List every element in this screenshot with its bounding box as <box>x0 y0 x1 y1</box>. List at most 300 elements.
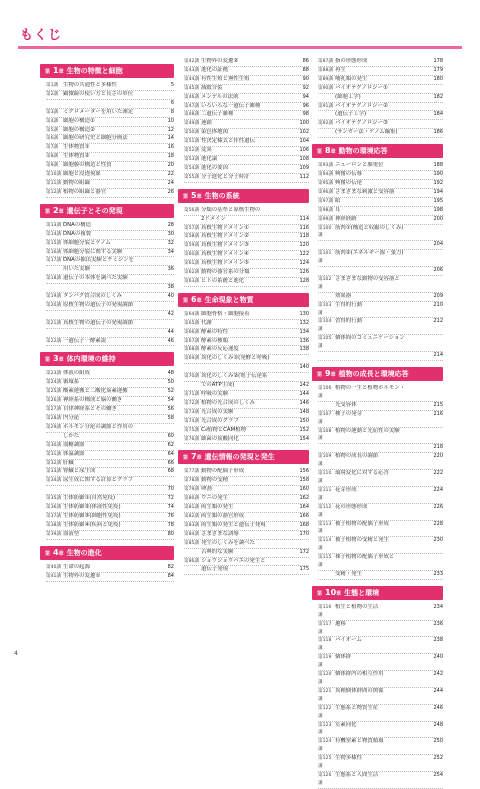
page-ref: 24 <box>167 179 174 186</box>
lesson-title: 真核生物ドメイン③ <box>201 242 249 249</box>
toc-entry <box>46 249 174 258</box>
page-ref: 192 <box>433 179 443 186</box>
lesson-title: 生得的行動 <box>335 301 362 308</box>
toc-entry <box>184 436 309 445</box>
page-ref: 160 <box>299 486 309 493</box>
lesson-title: 進化の証拠 <box>201 66 228 73</box>
toc-entry <box>184 409 309 418</box>
toc-entry <box>46 379 174 388</box>
chapter-heading <box>40 352 174 366</box>
toc-entry <box>46 513 174 522</box>
toc-entry <box>184 522 309 531</box>
page-ref: 210 <box>433 301 443 308</box>
lesson-number: 第9講 <box>46 163 59 169</box>
page-ref: 120 <box>299 242 309 249</box>
toc-entry <box>318 76 443 85</box>
page-ref: 72 <box>167 495 174 502</box>
page-ref: 164 <box>299 504 309 511</box>
lesson-title: DNAの複製 <box>63 230 92 237</box>
lesson-number: 第92講 <box>318 121 334 127</box>
page-ref: 206 <box>433 267 443 274</box>
lesson-number: 第31講 <box>46 451 62 457</box>
toc-entry <box>318 103 443 112</box>
chapter-suffix: 章 <box>58 357 64 364</box>
page-ref: 238 <box>433 637 443 644</box>
lesson-title: ウニの発生 <box>201 495 228 502</box>
page-ref: 98 <box>302 111 309 118</box>
lesson-title: 再生 <box>335 66 346 73</box>
page-ref: 150 <box>299 417 309 424</box>
lesson-number: 第68講 <box>184 347 200 353</box>
lesson-title: さまざまな動物の受容器と <box>335 275 400 282</box>
lesson-title: 生物の共通性と多様性 <box>63 82 117 88</box>
toc-entry <box>184 111 309 120</box>
toc-entry <box>318 453 443 470</box>
toc-entry <box>46 257 174 266</box>
lesson-title: 酵素の反応速度 <box>201 346 239 353</box>
lesson-title: 血糖調節 <box>63 441 85 448</box>
toc-entry <box>46 531 174 540</box>
lesson-number: 第58講 <box>184 234 200 240</box>
lesson-number: 第119講 <box>318 655 332 669</box>
page-ref: 144 <box>299 391 309 397</box>
lesson-title: 体細胞分裂とゲノム <box>63 239 111 246</box>
lesson-number: 第107講 <box>318 411 332 425</box>
lesson-number: 第11講 <box>46 180 62 186</box>
chapter-title: 植物の成長と環境応答 <box>338 370 409 378</box>
toc-entry <box>46 415 174 424</box>
page-ref: 204 <box>433 241 443 248</box>
chapter-prefix: 第 <box>317 590 323 597</box>
toc-entry <box>318 129 443 138</box>
lesson-number: 第1講 <box>46 83 59 88</box>
toc-entry <box>46 284 174 293</box>
toc-entry <box>184 329 309 338</box>
toc-entry <box>318 738 443 755</box>
toc-entry <box>318 198 443 207</box>
lesson-number: 第8講 <box>46 154 59 160</box>
page-ref: 108 <box>299 155 309 162</box>
lesson-number: 第120講 <box>318 672 332 685</box>
toc-entry <box>318 428 443 445</box>
toc-entry <box>46 320 174 329</box>
lesson-number: 第115講 <box>318 555 332 569</box>
toc-entry <box>318 755 443 772</box>
toc-entry <box>184 85 309 94</box>
lesson-number: 第49講 <box>184 121 200 127</box>
page-ref: 80 <box>167 530 174 537</box>
lesson-title: でのATP生成) <box>201 382 235 389</box>
lesson-number: 第103講 <box>318 302 332 316</box>
toc-entry <box>184 278 309 287</box>
lesson-title: 植物の組織と器官 <box>63 188 107 195</box>
page-ref: 78 <box>167 521 174 528</box>
toc-entry <box>184 400 309 409</box>
toc-entry <box>318 58 443 67</box>
toc-entry <box>318 180 443 189</box>
toc-entry <box>184 355 309 364</box>
toc-entry <box>318 216 443 225</box>
lesson-number: 第36講 <box>46 505 62 511</box>
toc-entry <box>318 250 443 267</box>
lesson-number: 第38講 <box>46 522 62 528</box>
toc-entry <box>318 654 443 671</box>
page-ref: 128 <box>299 277 309 284</box>
lesson-title: 異化のしくみ②(電子伝達系 <box>201 373 268 380</box>
lesson-title: DNAの抽出実験とチミジンを <box>63 257 135 264</box>
lesson-number: 第12講 <box>46 189 62 195</box>
lesson-title: 動物の受精 <box>201 477 228 484</box>
lesson-title: しかた <box>63 432 80 439</box>
page-ref: 22 <box>167 171 174 178</box>
lesson-number: 第48講 <box>184 112 200 118</box>
lesson-title: 代謝 <box>201 319 212 326</box>
chapter-suffix: 章 <box>196 297 202 304</box>
lesson-number: 第99講 <box>318 216 334 222</box>
page-ref: 240 <box>433 654 443 661</box>
page-ref: 220 <box>433 453 443 460</box>
toc-entry <box>46 564 174 573</box>
lesson-title: 細胞骨格・細胞接着 <box>201 310 250 317</box>
lesson-title: 植物の運動と光屈性の実験 <box>335 427 400 434</box>
toc-entry <box>318 411 443 428</box>
page-ref: 158 <box>299 477 309 484</box>
page-ref: 106 <box>299 147 309 154</box>
chapter-number: 1 <box>53 66 59 75</box>
lesson-title: 生体防御③(細胞性免疫) <box>63 512 121 519</box>
lesson-number: 第47講 <box>184 103 200 109</box>
page-ref: 74 <box>167 504 174 511</box>
lesson-title: 生体防御④(疾病と免疫) <box>63 521 121 528</box>
chapter-title: 生物の特徴と細胞 <box>66 67 123 75</box>
lesson-title: 酵素の特性 <box>201 328 228 335</box>
lesson-title: 生物界の変遷② <box>201 58 239 64</box>
toc-entry <box>184 391 309 400</box>
chapter-heading <box>178 293 309 307</box>
chapter-number: 5 <box>191 190 197 200</box>
chapter-title: 生物の進化 <box>66 548 102 557</box>
toc-entry <box>46 171 174 180</box>
toc-entry <box>46 180 174 189</box>
page-ref: 62 <box>167 441 174 448</box>
lesson-title: ヒトの系統と進化 <box>201 277 245 284</box>
lesson-title: 体細胞分裂に関する実験 <box>63 248 123 255</box>
toc-entry <box>184 58 309 67</box>
lesson-title: 遺伝子の本体を調べた実験 <box>63 275 128 282</box>
lesson-title: 有機窒素と物質循環 <box>335 738 384 745</box>
lesson-title: 二遺伝子雑種 <box>201 111 234 118</box>
toc-entry <box>46 118 174 127</box>
page-ref: 175 <box>299 566 309 573</box>
toc-entry <box>46 329 174 338</box>
toc-entry <box>318 688 443 705</box>
toc-entry <box>318 722 443 739</box>
toc-entry <box>318 85 443 94</box>
lesson-title: さまざまな刺激と受容器 <box>335 188 395 195</box>
page-ref: 184 <box>433 111 443 118</box>
lesson-title: 生体防御②(体液性免疫) <box>63 504 121 511</box>
toc-entry <box>46 275 174 284</box>
toc-entry <box>318 94 443 103</box>
lesson-title: ホルモン分泌の調節と作用の <box>63 423 134 430</box>
lesson-number: 第93講 <box>318 163 334 169</box>
toc-entry <box>46 406 174 415</box>
toc-entry <box>318 335 443 352</box>
toc-entry <box>184 120 309 129</box>
toc-entry <box>184 165 309 174</box>
toc-entry <box>184 251 309 260</box>
toc-entry <box>318 671 443 688</box>
page-ref: 102 <box>299 129 309 136</box>
page-ref: 126 <box>299 269 309 276</box>
lesson-number: 第83講 <box>184 522 200 528</box>
page-ref: 6 <box>170 99 174 106</box>
lesson-title: 細胞と浸透現象 <box>63 171 101 178</box>
lesson-title: 生物多様性 <box>335 755 362 762</box>
toc-entry <box>184 531 309 540</box>
lesson-title: 個体群 <box>335 654 352 661</box>
page-ref: 146 <box>299 399 309 406</box>
lesson-number: 第96講 <box>318 189 334 195</box>
page-ref: 26 <box>167 188 174 195</box>
lesson-title: 有性生殖と無性生殖 <box>201 75 250 82</box>
chapter-suffix: 章 <box>58 69 64 75</box>
lesson-number: 第80講 <box>184 496 200 502</box>
page-ref: 76 <box>167 512 174 519</box>
lesson-title: 用いた実験 <box>63 266 90 273</box>
lesson-title: C₄植物とCAM植物 <box>201 426 246 433</box>
lesson-number: 第116講 <box>318 604 332 618</box>
page-title: もくじ <box>20 28 63 43</box>
chapter-prefix: 第 <box>45 208 51 215</box>
lesson-title: 染色体地図 <box>201 129 228 136</box>
page-ref: 216 <box>433 410 443 417</box>
chapter-heading <box>40 204 174 218</box>
toc-entry <box>318 318 443 335</box>
chapter-number: 6 <box>191 294 197 304</box>
chapter-heading <box>40 546 174 560</box>
lesson-number: 第40講 <box>46 564 62 570</box>
page-ref: 142 <box>299 382 309 389</box>
lesson-title: 両生類の発生 <box>201 504 234 511</box>
lesson-number: 第27講 <box>46 407 62 413</box>
lesson-title: 減数分裂 <box>201 84 223 91</box>
lesson-number: 第111講 <box>318 487 332 501</box>
lesson-title: ショウジョウバエの発生と <box>201 557 266 564</box>
lesson-number: 第37講 <box>46 513 62 519</box>
page-ref: 170 <box>299 530 309 537</box>
toc-entry <box>184 566 309 575</box>
page-ref: 5 <box>170 82 174 88</box>
lesson-title: 真核生物ドメイン② <box>201 233 249 240</box>
toc-entry <box>184 216 309 225</box>
toc-entry <box>318 189 443 198</box>
toc-entry <box>184 233 309 242</box>
page-ref: 118 <box>299 233 309 240</box>
toc-entry <box>318 120 443 129</box>
lesson-number: 第62講 <box>184 270 200 276</box>
toc-entry <box>318 604 443 621</box>
lesson-title: 哺乳類の発生 <box>335 75 368 82</box>
lesson-title: 神経系の構成と脳の働き <box>63 397 123 404</box>
lesson-title: 習得的行動 <box>335 318 362 325</box>
lesson-title: 細胞膜の構造と性質 <box>63 162 112 169</box>
toc-entry <box>318 171 443 180</box>
lesson-title: 連鎖 <box>201 120 212 127</box>
lesson-title: 植物の成長の調節 <box>335 453 379 460</box>
page-ref: 14 <box>167 135 174 142</box>
lesson-title: DNAの構造 <box>63 221 92 228</box>
lesson-title: 原核生物の遺伝子の発現調節 <box>63 301 134 308</box>
page-ref: 112 <box>299 173 309 180</box>
toc-entry <box>318 111 443 120</box>
lesson-number: 第106講 <box>318 386 332 399</box>
page-number: 4 <box>14 650 18 657</box>
lesson-title: 生体物質① <box>63 144 90 151</box>
chapter-title: 生態と環境 <box>344 588 380 597</box>
lesson-number: 第25講 <box>46 389 62 395</box>
lesson-number: 第74講 <box>184 418 200 424</box>
page-ref: 122 <box>299 251 309 258</box>
page-ref: 66 <box>167 459 174 466</box>
toc-entry <box>184 67 309 76</box>
lesson-title: さまざまな誘導 <box>201 530 239 537</box>
lesson-title: 裸子植物の配偶子形成と <box>335 554 395 561</box>
page-ref: 242 <box>433 671 443 678</box>
toc-entry <box>184 495 309 504</box>
toc-entry <box>46 266 174 275</box>
lesson-title: 酵素の種類 <box>201 337 228 344</box>
toc-entry <box>184 320 309 329</box>
chapter-prefix: 第 <box>317 372 323 378</box>
lesson-number: 第90講 <box>318 85 334 91</box>
chapter-number: 9 <box>325 369 331 378</box>
page-ref: 40 <box>167 293 174 300</box>
page-ref: 30 <box>167 230 174 237</box>
chapter-prefix: 第 <box>45 69 51 75</box>
lesson-title: 古典的な実験 <box>201 548 234 555</box>
chapter-prefix: 第 <box>183 193 189 200</box>
lesson-number: 第122講 <box>318 705 332 719</box>
lesson-title: 遷移 <box>335 620 346 627</box>
lesson-title: 真核生物ドメイン① <box>201 224 249 231</box>
chapter-prefix: 第 <box>45 550 51 557</box>
toc-entry <box>184 346 309 355</box>
lesson-title: (遺伝子工学) <box>335 111 367 118</box>
lesson-number: 第18講 <box>46 276 62 282</box>
toc-entry <box>318 385 443 402</box>
lesson-title: 細胞の構造② <box>63 126 95 133</box>
page-ref: 92 <box>302 84 309 91</box>
lesson-title: バイオテクノロジー② <box>335 102 388 109</box>
lesson-title: 真核生物の遺伝子の発現調節 <box>63 319 134 326</box>
page-ref: 222 <box>433 470 443 477</box>
lesson-number: 第123講 <box>318 722 332 736</box>
lesson-title: ミクロメーターを用いた測定 <box>63 108 134 115</box>
lesson-number: 第3講 <box>46 109 59 115</box>
toc-entry <box>46 468 174 477</box>
lesson-number: 第125講 <box>318 756 332 770</box>
page-ref: 8 <box>170 108 174 115</box>
page-ref: 100 <box>299 120 309 127</box>
page-ref: 52 <box>167 388 174 395</box>
lesson-title: 筋肉①(構造と収縮のしくみ) <box>335 224 404 231</box>
toc-entry <box>184 468 309 477</box>
page-ref: 42 <box>167 310 174 317</box>
chapter-heading <box>178 450 309 464</box>
lesson-number: 第124講 <box>318 739 332 753</box>
page-ref: 140 <box>299 364 309 371</box>
lesson-title: 一遺伝子一酵素説 <box>63 337 107 344</box>
lesson-number: 第45講 <box>184 85 200 91</box>
lesson-number: 第69講 <box>184 356 200 362</box>
toc-entry <box>46 302 174 311</box>
chapter-prefix: 第 <box>183 297 189 304</box>
lesson-title: タンパク質合成のしくみ <box>63 293 122 300</box>
lesson-title: 動物の組織 <box>63 179 90 186</box>
lesson-number: 第97講 <box>318 198 334 204</box>
page-ref: 200 <box>433 215 443 222</box>
lesson-title: (細胞工学) <box>335 93 361 100</box>
page-ref: 64 <box>167 450 174 457</box>
toc-entry <box>46 370 174 379</box>
lesson-number: 第70講 <box>184 374 200 380</box>
page-ref: 60 <box>167 432 174 439</box>
lesson-title: 生物界の変遷① <box>63 572 101 579</box>
chapter-heading <box>178 189 309 203</box>
lesson-number: 第77講 <box>184 469 200 475</box>
lesson-title: 植物の光合成のしくみ <box>201 399 255 406</box>
toc-entry <box>318 537 443 554</box>
toc-entry <box>46 144 174 153</box>
chapter-suffix: 章 <box>196 193 202 200</box>
lesson-title: 興奮の伝導 <box>335 171 362 178</box>
lesson-number: 第75講 <box>184 427 200 433</box>
lesson-number: 第26講 <box>46 398 62 404</box>
toc-entry <box>318 67 443 76</box>
lesson-title: 光合成のグラフ <box>201 417 239 424</box>
page-ref: 230 <box>433 537 443 544</box>
lesson-number: 第56講 <box>184 207 200 213</box>
lesson-number: 第60講 <box>184 252 200 258</box>
lesson-number: 第57講 <box>184 225 200 231</box>
lesson-title: 循環系 <box>63 379 80 386</box>
page-ref: 10 <box>167 117 174 124</box>
lesson-number: 第79講 <box>184 487 200 493</box>
toc-entry <box>184 242 309 251</box>
page-ref: 226 <box>433 503 443 510</box>
toc-entry <box>46 573 174 582</box>
toc-entry <box>184 103 309 112</box>
page-ref: 244 <box>433 687 443 694</box>
page-ref: 194 <box>433 188 443 195</box>
chapter-number: 8 <box>325 146 331 156</box>
page-ref: 90 <box>302 75 309 82</box>
chapter-title: 生命現象と物質 <box>204 295 254 304</box>
page-ref: 214 <box>433 352 443 359</box>
lesson-title: 進化論 <box>201 155 218 162</box>
lesson-title: (サンガー法・ゲノム編集) <box>335 129 398 136</box>
page-ref: 162 <box>299 495 309 502</box>
lesson-title: 遺伝子発現 <box>201 566 228 573</box>
lesson-number: 第50講 <box>184 130 200 136</box>
chapter-heading <box>312 367 443 381</box>
chapter-suffix: 章 <box>330 149 336 156</box>
lesson-number: 第113講 <box>318 521 332 535</box>
lesson-title: 生体防御①(自然免疫) <box>63 495 116 502</box>
page-ref: 152 <box>299 426 309 433</box>
toc-column-3 <box>318 58 443 789</box>
